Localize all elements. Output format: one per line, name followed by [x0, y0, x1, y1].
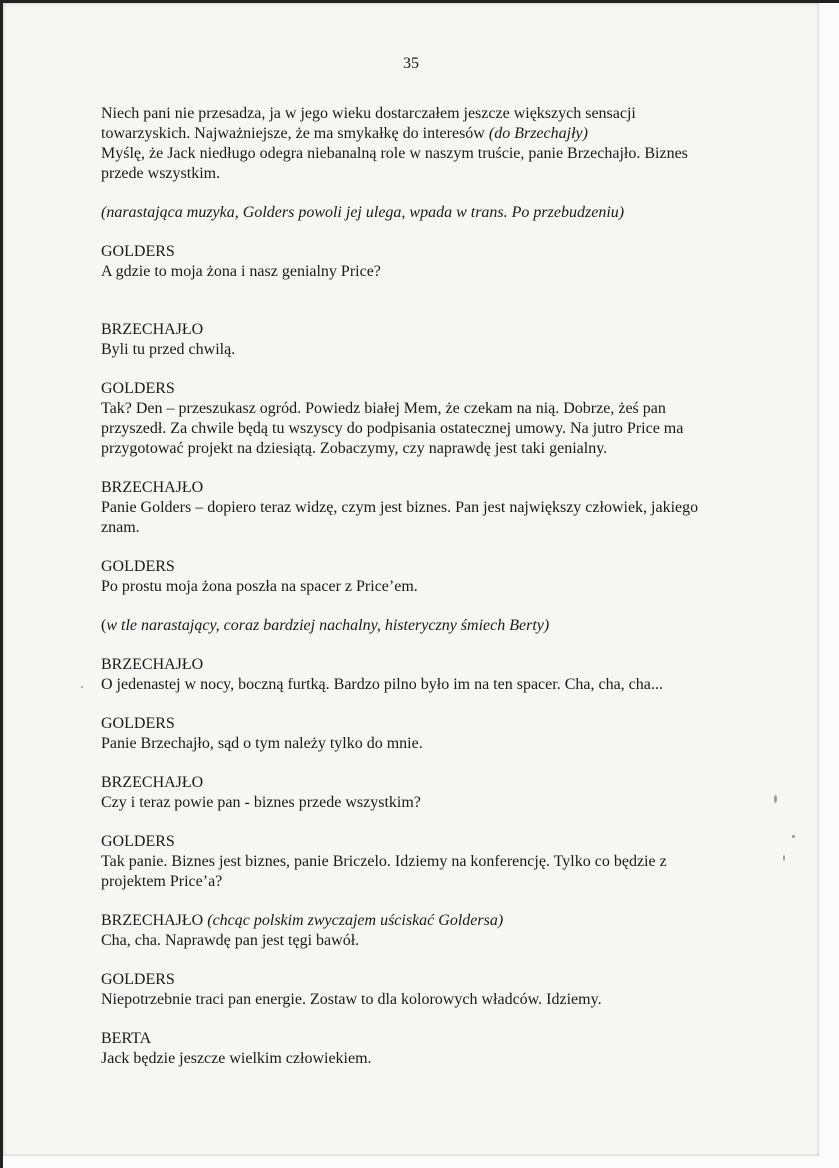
- dialogue-block: [101, 773, 741, 813]
- speaker-name: BRZECHAJŁO: [101, 479, 204, 496]
- dialogue-text: projektem Price’a?: [101, 873, 223, 890]
- stage-direction: [101, 616, 741, 636]
- dialogue-block: [101, 911, 741, 951]
- inline-stage-direction: (do Brzechajły): [488, 125, 588, 142]
- paragraph: [101, 104, 741, 184]
- scan-speck: [783, 855, 785, 861]
- text-line: przede wszystkim.: [101, 165, 221, 182]
- speaker-name: GOLDERS: [101, 833, 175, 850]
- dialogue-block: [101, 1029, 741, 1069]
- scan-edge-right: [819, 3, 839, 1163]
- speaker-name: GOLDERS: [101, 971, 175, 988]
- text-line: Myślę, że Jack niedługo odegra niebanalną role w naszym truście, panie Brzechajło. Biznes: [101, 145, 688, 162]
- document-page: [3, 3, 819, 1156]
- speaker-name: BRZECHAJŁO: [101, 656, 204, 673]
- scan-speck: [81, 686, 83, 688]
- dialogue-block: [101, 242, 741, 282]
- scan-speck: [792, 835, 795, 838]
- dialogue-block: [101, 320, 741, 360]
- dialogue-block: [101, 714, 741, 754]
- dialogue-text: przygotować projekt na dziesiątą. Zobaczymy, czy naprawdę jest taki genialny.: [101, 440, 608, 457]
- dialogue-text: Panie Golders – dopiero teraz widzę, czym jest biznes. Pan jest największy człowiek, jakiego: [101, 499, 699, 516]
- speaker-name: BRZECHAJŁO: [101, 321, 204, 338]
- stage-direction-open-paren: (: [101, 617, 107, 634]
- speaker-stage-direction: (chcąc polskim zwyczajem uściskać Goldersa): [207, 912, 504, 929]
- document-body: [101, 104, 741, 1088]
- dialogue-block: [101, 832, 741, 892]
- dialogue-text: Tak? Den – przeszukasz ogród. Powiedz białej Mem, że czekam na nią. Dobrze, żeś pan: [101, 400, 666, 417]
- text-line: Niech pani nie przesadza, ja w jego wieku dostarczałem jeszcze większych sensacji: [101, 105, 636, 122]
- speaker-line: [101, 911, 741, 931]
- speaker-name: BRZECHAJŁO: [101, 774, 204, 791]
- dialogue-text: Byli tu przed chwilą.: [101, 341, 236, 358]
- speaker-name: GOLDERS: [101, 243, 175, 260]
- dialogue-text: Po prostu moja żona poszła na spacer z Price’em.: [101, 578, 418, 595]
- speaker-name: GOLDERS: [101, 715, 175, 732]
- stage-direction-text: (narastająca muzyka, Golders powoli jej ulega, wpada w trans. Po przebudzeniu): [101, 204, 625, 221]
- speaker-name: BRZECHAJŁO: [101, 912, 204, 929]
- dialogue-text: O jedenastej w nocy, boczną furtką. Bardzo pilno było im na ten spacer. Cha, cha, cha...: [101, 676, 663, 693]
- speaker-name: GOLDERS: [101, 558, 175, 575]
- page-number: 35: [403, 55, 419, 72]
- dialogue-text: znam.: [101, 519, 140, 536]
- dialogue-text: Cha, cha. Naprawdę pan jest tęgi bawół.: [101, 932, 360, 949]
- dialogue-block: [101, 557, 741, 597]
- dialogue-text: Jack będzie jeszcze wielkim człowiekiem.: [101, 1050, 372, 1067]
- dialogue-text: przyszedł. Za chwile będą tu wszyscy do podpisania ostatecznej umowy. Na jutro Price ma: [101, 420, 684, 437]
- scan-edge-bottom: [3, 1156, 839, 1168]
- dialogue-text: Panie Brzechajło, sąd o tym należy tylko do mnie.: [101, 735, 423, 752]
- dialogue-text: Niepotrzebnie traci pan energie. Zostaw to dla kolorowych władców. Idziemy.: [101, 991, 602, 1008]
- speaker-name: BERTA: [101, 1030, 152, 1047]
- dialogue-text: A gdzie to moja żona i nasz genialny Price?: [101, 263, 381, 280]
- dialogue-block: [101, 970, 741, 1010]
- scan-speck: [774, 795, 777, 803]
- dialogue-block: [101, 655, 741, 695]
- dialogue-text: Czy i teraz powie pan - biznes przede wszystkim?: [101, 794, 421, 811]
- dialogue-block: [101, 478, 741, 538]
- stage-direction: [101, 203, 741, 223]
- text-line: towarzyskich. Najważniejsze, że ma smykałkę do interesów: [101, 125, 485, 142]
- dialogue-block: [101, 379, 741, 459]
- stage-direction-text: w tle narastający, coraz bardziej nachalny, histeryczny śmiech Berty): [106, 617, 550, 634]
- dialogue-text: Tak panie. Biznes jest biznes, panie Briczelo. Idziemy na konferencję. Tylko co będzie z: [101, 853, 667, 870]
- speaker-name: GOLDERS: [101, 380, 175, 397]
